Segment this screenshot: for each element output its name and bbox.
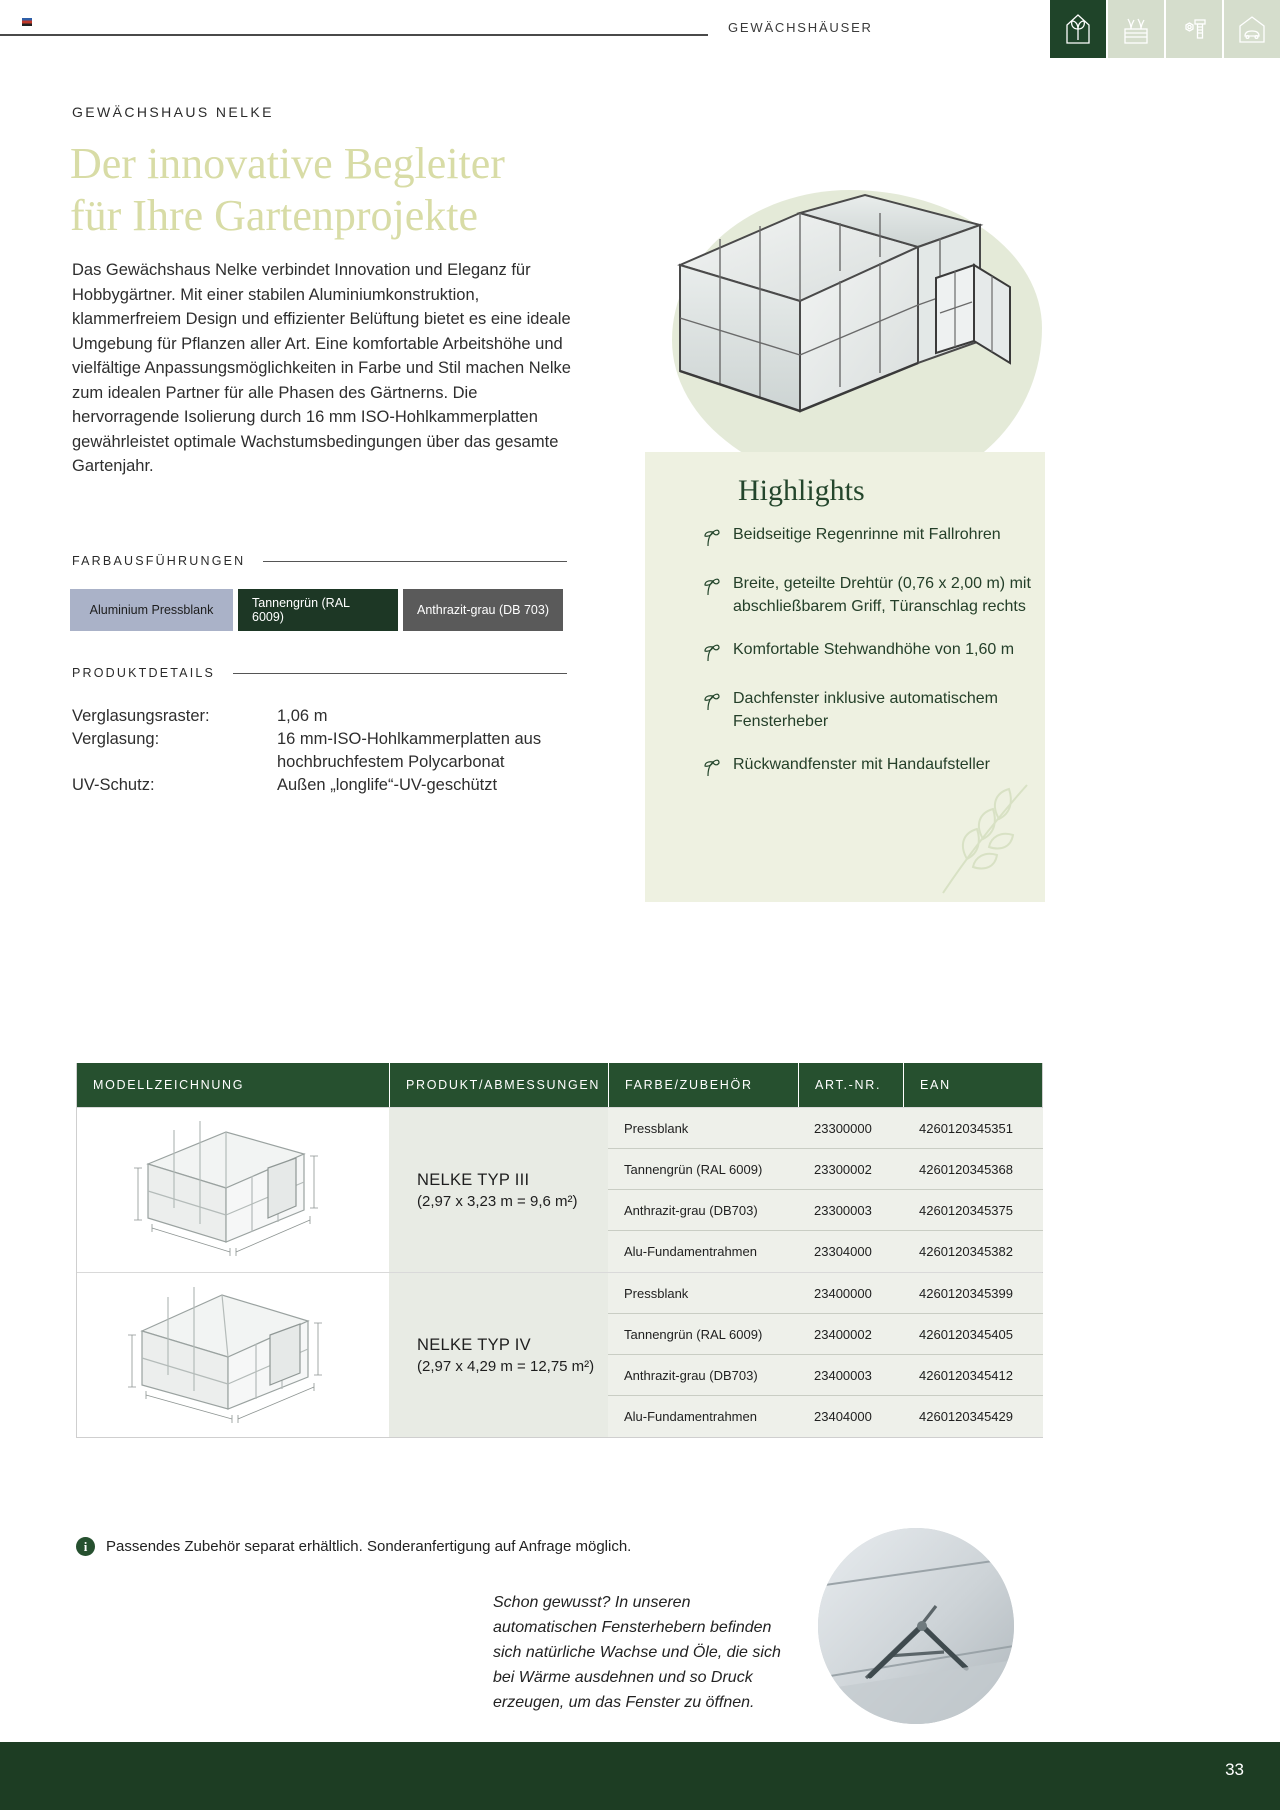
product-details-list bbox=[72, 705, 592, 797]
category-tabs bbox=[1050, 0, 1280, 58]
product-eyebrow: GEWÄCHSHAUS NELKE bbox=[72, 104, 274, 120]
leaf-sprig-icon bbox=[703, 573, 733, 618]
cell-ean: 4260120345412 bbox=[919, 1367, 1013, 1383]
cell-farbe: Alu-Fundamentrahmen bbox=[624, 1244, 757, 1259]
detail-key: UV-Schutz: bbox=[72, 776, 155, 794]
page-title-line1: Der innovative Begleiter bbox=[70, 139, 505, 188]
page-footer bbox=[0, 1742, 1280, 1810]
cell-farbe: Tannengrün (RAL 6009) bbox=[624, 1326, 763, 1342]
table-header-produkt: PRODUKT/ABMESSUNGEN bbox=[389, 1063, 608, 1107]
highlight-item bbox=[703, 639, 1033, 667]
detail-row bbox=[72, 705, 592, 728]
tab-hardware[interactable] bbox=[1166, 0, 1222, 58]
product-dimensions: (2,97 x 4,29 m = 12,75 m²) bbox=[417, 1357, 595, 1375]
table-header-modellzeichnung: MODELLZEICHNUNG bbox=[93, 1078, 245, 1092]
leaf-sprig-icon bbox=[703, 754, 733, 782]
cell-farbe: Tannengrün (RAL 6009) bbox=[624, 1161, 763, 1177]
color-swatch-anthrazit[interactable]: Anthrazit-grau (DB 703) bbox=[403, 589, 563, 631]
page-number: 33 bbox=[1225, 1760, 1244, 1779]
highlight-item bbox=[703, 754, 1033, 782]
variant-rows-typ3 bbox=[608, 1108, 1043, 1272]
table-row[interactable] bbox=[608, 1273, 1043, 1314]
color-swatch-list bbox=[70, 589, 563, 631]
color-swatch-aluminium[interactable]: Aluminium Pressblank bbox=[70, 589, 233, 631]
color-swatch-tannengruen[interactable]: Tannengrün (RAL 6009) bbox=[238, 589, 398, 631]
header-rule bbox=[0, 34, 708, 36]
highlight-item bbox=[703, 688, 1033, 733]
detail-value: 1,06 m bbox=[277, 707, 328, 725]
cell-artnr: 23400003 bbox=[814, 1367, 872, 1383]
product-cell-typ3 bbox=[389, 1108, 608, 1272]
table-header-farbe: FARBE/ZUBEHÖR bbox=[608, 1063, 798, 1107]
cell-farbe: Pressblank bbox=[624, 1285, 689, 1301]
cell-artnr: 23404000 bbox=[814, 1409, 872, 1424]
table-header-ean: EAN bbox=[903, 1063, 1043, 1107]
detail-key: Verglasungsraster: bbox=[72, 707, 210, 725]
table-row[interactable] bbox=[608, 1108, 1043, 1149]
cell-artnr: 23300002 bbox=[814, 1161, 872, 1177]
highlights-list bbox=[703, 524, 1033, 803]
cell-ean: 4260120345405 bbox=[919, 1326, 1013, 1342]
cell-farbe: Pressblank bbox=[624, 1120, 689, 1136]
cell-artnr: 23300003 bbox=[814, 1202, 872, 1218]
accessory-note-text: Passendes Zubehör separat erhältlich. Sonderanfertigung auf Anfrage möglich. bbox=[106, 1538, 632, 1555]
highlights-panel bbox=[645, 452, 1045, 902]
cell-farbe: Anthrazit-grau (DB703) bbox=[624, 1202, 758, 1218]
did-you-know-text: Schon gewusst? In unseren automatischen Fensterhebern befinden sich natürliche Wachse und Öle, die sich bei Wärme ausdehnen und so Druck erzeugen, um das Fenster zu öffnen. bbox=[493, 1594, 781, 1711]
product-dimensions: (2,97 x 3,23 m = 9,6 m²) bbox=[417, 1192, 578, 1210]
product-cell-typ4 bbox=[389, 1273, 608, 1437]
detail-value: Außen „longlife“-UV-geschützt bbox=[277, 776, 498, 794]
detail-row bbox=[72, 728, 592, 774]
detail-key: Verglasung: bbox=[72, 730, 160, 748]
cell-artnr: 23304000 bbox=[814, 1244, 872, 1259]
cell-ean: 4260120345429 bbox=[919, 1409, 1013, 1424]
highlight-item bbox=[703, 573, 1033, 618]
intro-paragraph: Das Gewächshaus Nelke verbindet Innovation und Eleganz für Hobbygärtner. Mit einer stabilen Aluminiumkonstruktion, klammerfreiem Design und effizienter Belüftung bietet es eine ideale Umgebung für Pflanzen aller Art. Eine komfortable Arbeitshöhe und vielfältige Anpassungsmöglichkeiten in Farbe und Stil machen Nelke zum idealen Partner für alle Phasen des Gärtnerns. Die hervorragende Isolierung durch 16 mm ISO-Hohlkammerplatten gewährleistet optimale Wachstumsbedingungen über das gesamte Gartenjahr. bbox=[72, 261, 571, 475]
detail-row bbox=[72, 774, 592, 797]
cell-ean: 4260120345382 bbox=[919, 1244, 1013, 1259]
detail-value: 16 mm-ISO-Hohlkammerplatten aus hochbruchfestem Polycarbonat bbox=[277, 730, 542, 771]
details-section-label: PRODUKTDETAILS bbox=[72, 666, 216, 680]
product-name: NELKE TYP III bbox=[417, 1170, 530, 1189]
table-row[interactable] bbox=[608, 1149, 1043, 1190]
highlights-title: Highlights bbox=[738, 474, 865, 507]
page-title-line2: für Ihre Gartenprojekte bbox=[70, 191, 479, 240]
cell-artnr: 23300000 bbox=[814, 1120, 872, 1136]
variant-rows-typ4 bbox=[608, 1273, 1043, 1437]
table-row[interactable] bbox=[608, 1396, 1043, 1437]
cell-ean: 4260120345399 bbox=[919, 1285, 1013, 1301]
accessory-note bbox=[76, 1537, 631, 1556]
tab-greenhouse[interactable] bbox=[1050, 0, 1106, 58]
model-drawing-typ4 bbox=[77, 1273, 389, 1437]
page-title bbox=[70, 138, 630, 242]
details-section-header bbox=[72, 666, 567, 680]
info-icon: i bbox=[76, 1537, 95, 1556]
colors-section-header bbox=[72, 554, 567, 568]
header-category-label: GEWÄCHSHÄUSER bbox=[728, 20, 873, 35]
cell-farbe: Anthrazit-grau (DB703) bbox=[624, 1367, 758, 1383]
leaf-sprig-icon bbox=[703, 639, 733, 667]
tab-carport[interactable] bbox=[1224, 0, 1280, 58]
colors-section-rule bbox=[263, 561, 567, 562]
colors-section-label: FARBAUSFÜHRUNGEN bbox=[72, 554, 246, 568]
table-header-row bbox=[77, 1063, 1042, 1107]
table-row[interactable] bbox=[608, 1190, 1043, 1231]
table-row[interactable] bbox=[608, 1355, 1043, 1396]
cell-ean: 4260120345375 bbox=[919, 1202, 1013, 1218]
highlight-text: Rückwandfenster mit Handaufsteller bbox=[733, 756, 991, 773]
model-drawing-typ3 bbox=[77, 1108, 389, 1272]
cell-ean: 4260120345368 bbox=[919, 1161, 1013, 1177]
highlight-text: Breite, geteilte Drehtür (0,76 x 2,00 m) mit abschließbarem Griff, Türanschlag rechts bbox=[733, 575, 1031, 615]
greenhouse-product-photo bbox=[650, 175, 1050, 485]
raised-bed-plants-icon bbox=[1121, 12, 1151, 46]
table-row[interactable] bbox=[608, 1231, 1043, 1272]
product-table bbox=[76, 1063, 1043, 1438]
table-group-typ4 bbox=[77, 1272, 1042, 1437]
highlight-text: Beidseitige Regenrinne mit Fallrohren bbox=[733, 526, 1001, 543]
print-registration-mark bbox=[22, 18, 32, 26]
page-header bbox=[0, 0, 1280, 62]
cell-artnr: 23400002 bbox=[814, 1326, 872, 1342]
details-section-rule bbox=[233, 673, 567, 674]
product-name: NELKE TYP IV bbox=[417, 1335, 531, 1354]
highlight-item bbox=[703, 524, 1033, 552]
leaf-sprig-icon bbox=[703, 524, 733, 552]
table-row[interactable] bbox=[608, 1314, 1043, 1355]
highlight-text: Komfortable Stehwandhöhe von 1,60 m bbox=[733, 641, 1015, 658]
cell-artnr: 23400000 bbox=[814, 1285, 872, 1301]
window-opener-photo bbox=[818, 1528, 1014, 1724]
table-header-artnr: ART.-NR. bbox=[798, 1063, 903, 1107]
highlight-text: Dachfenster inklusive automatischem Fensterheber bbox=[733, 690, 999, 730]
bolt-nut-icon bbox=[1179, 12, 1209, 46]
cell-farbe: Alu-Fundamentrahmen bbox=[624, 1409, 757, 1424]
carport-car-icon bbox=[1237, 12, 1267, 46]
cell-ean: 4260120345351 bbox=[919, 1120, 1013, 1136]
table-group-typ3 bbox=[77, 1107, 1042, 1272]
tab-raised-bed[interactable] bbox=[1108, 0, 1164, 58]
greenhouse-leaf-icon bbox=[1063, 12, 1093, 46]
leaf-sprig-icon bbox=[703, 688, 733, 733]
